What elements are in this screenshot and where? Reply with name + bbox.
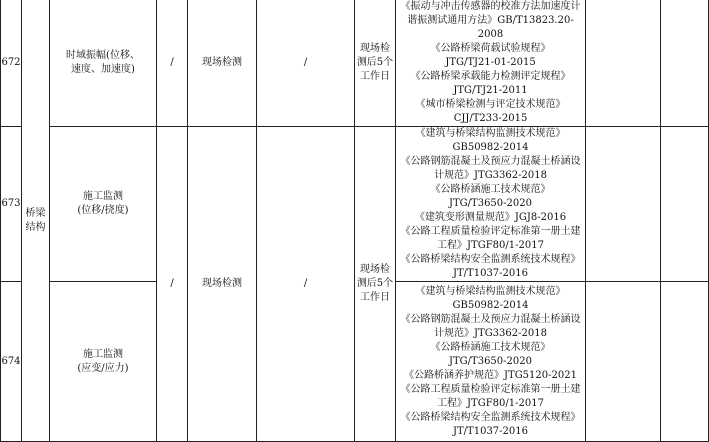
standards-list xyxy=(396,285,585,439)
standard-line: 《公路工程质量检验评定标准第一册土建 xyxy=(400,226,581,237)
empty-cell xyxy=(661,127,709,282)
empty-cell xyxy=(586,0,661,127)
standards-cell xyxy=(396,282,586,442)
empty-cell xyxy=(586,282,661,442)
standard-line: JTG/TJ21-2011 xyxy=(453,85,528,96)
standard-line: 《公路桥梁结构安全监测系统技术规程》 xyxy=(400,254,581,265)
standard-line: 《公路桥涵施工技术规范》 xyxy=(430,184,551,195)
method-text: 现场检测 xyxy=(202,57,242,68)
standard-line: 计规范》JTG3362-2018 xyxy=(434,327,547,339)
slash-cell xyxy=(157,127,188,442)
standard-line: 《公路桥梁承载能力检测评定规程》 xyxy=(410,71,571,82)
standard-line: 《公路桥涵养护规范》JTG5120-2021 xyxy=(404,369,577,381)
standards-cell xyxy=(396,127,586,282)
row-number xyxy=(1,282,22,442)
standard-line: 工程》JTGF80/1-2017 xyxy=(437,397,544,409)
parameter-cell xyxy=(50,127,157,282)
time-text: 现场检 测后5个 工作日 xyxy=(356,43,394,82)
method-text: 现场检测 xyxy=(202,278,242,289)
standard-line: 《建筑变形测量规范》JGJ8-2016 xyxy=(414,212,567,223)
method-cell xyxy=(188,0,257,127)
parameter-text: 时域振幅(位移、 速度、加速度) xyxy=(66,50,140,75)
standard-line: GB50982-2014 xyxy=(452,142,529,153)
standard-line: JTG/T3650-2020 xyxy=(449,198,532,209)
parameter-cell xyxy=(50,282,157,442)
standard-line: 《城市桥梁检测与评定技术规范》 xyxy=(415,99,566,110)
slash-cell xyxy=(157,0,188,127)
slash-text: / xyxy=(303,278,308,289)
category-cell xyxy=(22,0,50,442)
slash-text: / xyxy=(170,278,174,289)
standard-line: JTG/T3650-2020 xyxy=(449,355,532,367)
slash-cell xyxy=(257,127,355,442)
row-number-text: 673 xyxy=(1,198,21,209)
standards-cell xyxy=(396,0,586,127)
standard-line: JTG/TJ21-01-2015 xyxy=(445,57,536,68)
standards-list xyxy=(396,0,585,126)
standards-list xyxy=(396,127,585,281)
row-number xyxy=(1,0,22,127)
empty-cell xyxy=(661,0,709,127)
empty-cell xyxy=(661,282,709,442)
row-number xyxy=(1,127,22,282)
method-cell xyxy=(188,127,257,442)
slash-text: / xyxy=(170,57,174,68)
standard-line: CJJ/T233-2015 xyxy=(453,113,528,124)
standard-line: 《公路桥涵施工技术规范》 xyxy=(430,341,551,353)
time-cell xyxy=(355,0,396,127)
standard-line: 《公路桥梁结构安全监测系统技术规程》 xyxy=(400,411,581,423)
standard-line: 《公路工程质量检验评定标准第一册土建 xyxy=(400,383,581,395)
empty-cell xyxy=(586,127,661,282)
standard-line: 《公路钢筋混凝土及预应力混凝土桥涵设 xyxy=(400,313,581,325)
standard-line: JT/T1037-2016 xyxy=(453,425,528,437)
standard-line: 《公路钢筋混凝土及预应力混凝土桥涵设 xyxy=(400,156,581,167)
parameter-text: 施工监测 (位移/挠度) xyxy=(77,191,129,216)
standard-line: JT/T1037-2016 xyxy=(453,268,528,279)
parameter-cell xyxy=(50,0,157,127)
standard-line: 工程》JTGF80/1-2017 xyxy=(437,240,544,251)
row-number-text: 672 xyxy=(1,57,21,68)
category-text: 桥梁 结构 xyxy=(25,207,46,233)
time-text: 现场检 测后5个 工作日 xyxy=(356,264,394,303)
slash-cell xyxy=(257,0,355,127)
standard-line: 计规范》JTG3362-2018 xyxy=(434,170,547,181)
slash-text: / xyxy=(303,57,308,68)
parameter-text: 施工监测 (应变/应力) xyxy=(77,348,129,374)
standard-line: 《建筑与桥梁结构监测技术规范》 xyxy=(415,128,566,139)
standard-line: 《建筑与桥梁结构监测技术规范》 xyxy=(415,285,566,297)
standard-line: 《振动与冲击传感器的校准方法加速度计 xyxy=(400,1,581,12)
row-number-text: 674 xyxy=(1,355,21,367)
standard-line: 谐振测试通用方法》GB/T13823.20-2008 xyxy=(407,15,574,40)
table-row xyxy=(1,0,709,127)
table-row xyxy=(1,127,709,282)
time-cell xyxy=(355,127,396,442)
standard-line: GB50982-2014 xyxy=(452,299,529,311)
standard-line: 《公路桥梁荷载试验规程》 xyxy=(430,43,551,54)
